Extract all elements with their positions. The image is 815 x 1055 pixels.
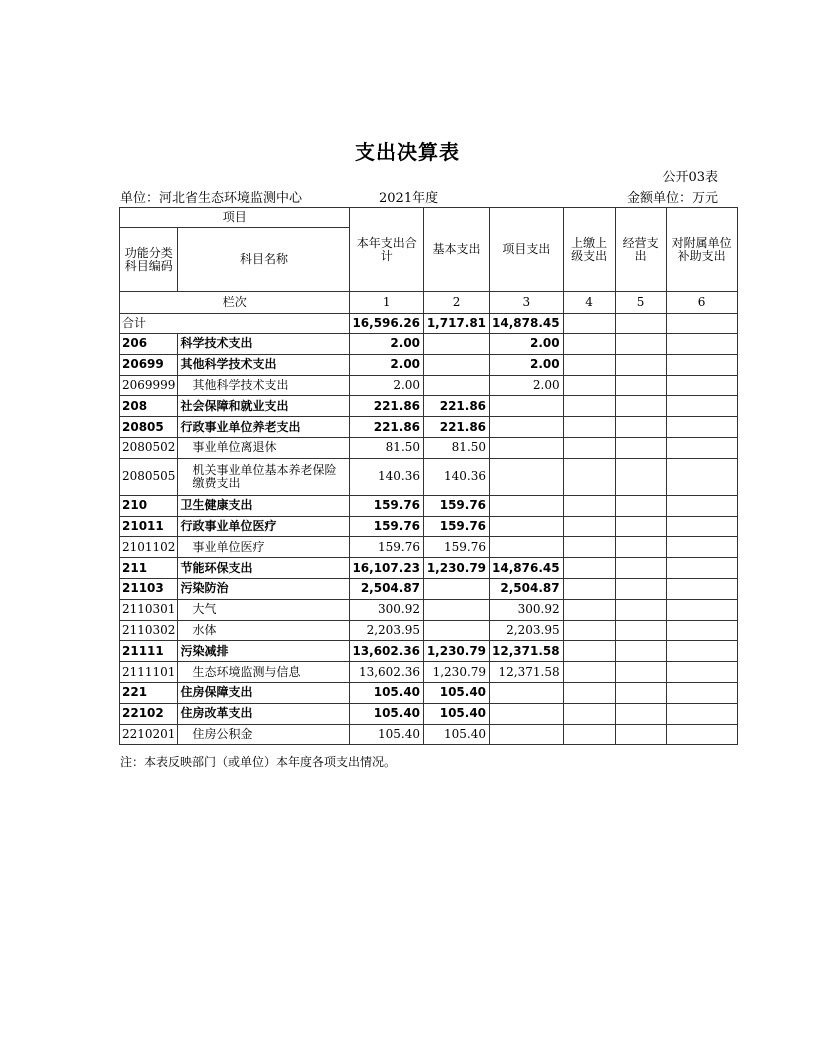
- table-row: [120, 334, 738, 355]
- row-empty-cell: [615, 620, 666, 641]
- row-basic: 221.86: [424, 417, 490, 438]
- row-basic: [424, 599, 490, 620]
- row-name: 节能环保支出: [178, 558, 350, 579]
- table-row: [120, 724, 738, 745]
- row-project: [490, 703, 564, 724]
- row-empty-cell: [615, 599, 666, 620]
- row-empty-cell: [563, 641, 615, 662]
- row-empty-cell: [666, 396, 737, 417]
- year-label: 2021年度: [379, 191, 439, 206]
- row-empty-cell: [563, 682, 615, 703]
- row-project: 2,203.95: [490, 620, 564, 641]
- table-row: [120, 682, 738, 703]
- row-empty-cell: [563, 417, 615, 438]
- row-basic: 105.40: [424, 682, 490, 703]
- row-name: 行政事业单位养老支出: [178, 417, 350, 438]
- row-name: 卫生健康支出: [178, 495, 350, 516]
- row-empty-cell: [615, 417, 666, 438]
- row-total: 105.40: [350, 703, 424, 724]
- row-basic: [424, 354, 490, 375]
- table-row: [120, 375, 738, 396]
- table-row: [120, 703, 738, 724]
- row-empty-cell: [666, 682, 737, 703]
- row-total: 13,602.36: [350, 662, 424, 683]
- row-total: 2.00: [350, 375, 424, 396]
- row-empty-cell: [615, 458, 666, 495]
- row-total: 2.00: [350, 334, 424, 355]
- row-empty-cell: [615, 578, 666, 599]
- row-project: 2,504.87: [490, 578, 564, 599]
- row-project: [490, 495, 564, 516]
- row-project: [490, 417, 564, 438]
- page-title: 支出决算表: [355, 140, 460, 164]
- col-num: 2: [424, 292, 490, 314]
- row-total: 300.92: [350, 599, 424, 620]
- row-name: 水体: [178, 620, 350, 641]
- row-empty-cell: [666, 495, 737, 516]
- row-code: 210: [120, 495, 178, 516]
- row-empty-cell: [615, 724, 666, 745]
- row-name: 科学技术支出: [178, 334, 350, 355]
- row-basic: 159.76: [424, 495, 490, 516]
- row-empty-cell: [563, 724, 615, 745]
- row-code: 20699: [120, 354, 178, 375]
- row-code: 211: [120, 558, 178, 579]
- row-empty-cell: [615, 396, 666, 417]
- row-empty-cell: [666, 662, 737, 683]
- table-row: [120, 641, 738, 662]
- row-basic: 140.36: [424, 458, 490, 495]
- table-row: [120, 537, 738, 558]
- table-row: [120, 558, 738, 579]
- row-empty-cell: [563, 458, 615, 495]
- row-name: 事业单位医疗: [178, 537, 350, 558]
- row-code: 2110301: [120, 599, 178, 620]
- table-row: [120, 354, 738, 375]
- row-basic: 1,230.79: [424, 641, 490, 662]
- row-project: [490, 537, 564, 558]
- expenditure-table: [119, 207, 738, 745]
- table-row: [120, 437, 738, 458]
- row-empty-cell: [666, 537, 737, 558]
- row-empty-cell: [563, 354, 615, 375]
- row-project: 12,371.58: [490, 662, 564, 683]
- row-empty-cell: [563, 620, 615, 641]
- row-basic: 81.50: [424, 437, 490, 458]
- row-basic: 221.86: [424, 396, 490, 417]
- row-code: 221: [120, 682, 178, 703]
- row-name: 社会保障和就业支出: [178, 396, 350, 417]
- row-empty-cell: [563, 537, 615, 558]
- row-project: [490, 396, 564, 417]
- row-basic: 105.40: [424, 703, 490, 724]
- row-project: 2.00: [490, 375, 564, 396]
- table-row: [120, 620, 738, 641]
- header-code: 功能分类科目编码: [120, 228, 178, 292]
- row-project: 2.00: [490, 354, 564, 375]
- row-empty-cell: [666, 437, 737, 458]
- row-empty-cell: [563, 516, 615, 537]
- row-basic: 1,230.79: [424, 662, 490, 683]
- row-empty-cell: [563, 396, 615, 417]
- row-code: 21111: [120, 641, 178, 662]
- row-empty-cell: [615, 537, 666, 558]
- row-empty-cell: [615, 334, 666, 355]
- header-project-exp: 项目支出: [490, 208, 564, 292]
- row-code: 20805: [120, 417, 178, 438]
- row-name: 行政事业单位医疗: [178, 516, 350, 537]
- header-name: 科目名称: [178, 228, 350, 292]
- row-code: 22102: [120, 703, 178, 724]
- row-total: 159.76: [350, 537, 424, 558]
- row-empty-cell: [563, 375, 615, 396]
- row-project: 2.00: [490, 334, 564, 355]
- header-total: 本年支出合计: [350, 208, 424, 292]
- form-code: 公开03表: [662, 170, 718, 185]
- row-code: 2210201: [120, 724, 178, 745]
- row-total: 221.86: [350, 396, 424, 417]
- row-code: 2101102: [120, 537, 178, 558]
- row-empty-cell: [666, 458, 737, 495]
- row-code: 21011: [120, 516, 178, 537]
- row-project: [490, 724, 564, 745]
- row-empty-cell: [615, 703, 666, 724]
- header-business: 经营支出: [615, 208, 666, 292]
- row-name: 生态环境监测与信息: [178, 662, 350, 683]
- row-empty-cell: [666, 641, 737, 662]
- header-upper: 上缴上级支出: [563, 208, 615, 292]
- row-basic: [424, 334, 490, 355]
- row-empty-cell: [666, 703, 737, 724]
- row-empty-cell: [666, 375, 737, 396]
- total-row: [120, 314, 738, 334]
- row-empty-cell: [666, 620, 737, 641]
- table-row: [120, 578, 738, 599]
- row-project: 12,371.58: [490, 641, 564, 662]
- row-empty-cell: [563, 599, 615, 620]
- table-row: [120, 417, 738, 438]
- row-empty-cell: [615, 558, 666, 579]
- row-basic: 105.40: [424, 724, 490, 745]
- col-num: 6: [666, 292, 737, 314]
- row-project: 14,876.45: [490, 558, 564, 579]
- table-row: [120, 599, 738, 620]
- row-empty-cell: [563, 495, 615, 516]
- row-empty-cell: [666, 578, 737, 599]
- money-unit-label: 金额单位：万元: [626, 191, 718, 206]
- row-empty-cell: [615, 375, 666, 396]
- row-project: 300.92: [490, 599, 564, 620]
- total-project: 14,878.45: [490, 314, 564, 334]
- total-basic: 1,717.81: [424, 314, 490, 334]
- row-empty-cell: [563, 558, 615, 579]
- row-basic: 159.76: [424, 516, 490, 537]
- col-num: 3: [490, 292, 564, 314]
- row-total: 13,602.36: [350, 641, 424, 662]
- row-project: [490, 437, 564, 458]
- header-subsidy: 对附属单位补助支出: [666, 208, 737, 292]
- row-total: 16,107.23: [350, 558, 424, 579]
- row-code: 2111101: [120, 662, 178, 683]
- row-basic: [424, 578, 490, 599]
- row-empty-cell: [563, 662, 615, 683]
- row-name: 其他科学技术支出: [178, 375, 350, 396]
- col-num: 5: [615, 292, 666, 314]
- row-total: 81.50: [350, 437, 424, 458]
- table-row: [120, 495, 738, 516]
- row-total: 159.76: [350, 516, 424, 537]
- row-empty-cell: [666, 599, 737, 620]
- row-code: 21103: [120, 578, 178, 599]
- row-empty-cell: [615, 437, 666, 458]
- row-total: 105.40: [350, 724, 424, 745]
- row-basic: [424, 620, 490, 641]
- row-empty-cell: [666, 516, 737, 537]
- total-amount: 16,596.26: [350, 314, 424, 334]
- row-code: 2069999: [120, 375, 178, 396]
- header-project: 项目: [120, 208, 350, 228]
- row-empty-cell: [666, 724, 737, 745]
- row-name: 事业单位离退休: [178, 437, 350, 458]
- row-basic: 159.76: [424, 537, 490, 558]
- row-name: 住房改革支出: [178, 703, 350, 724]
- row-total: 159.76: [350, 495, 424, 516]
- col-num: 4: [563, 292, 615, 314]
- row-empty-cell: [563, 578, 615, 599]
- unit-label: 单位：河北省生态环境监测中心: [120, 191, 303, 206]
- row-code: 208: [120, 396, 178, 417]
- row-empty-cell: [615, 516, 666, 537]
- header-basic: 基本支出: [424, 208, 490, 292]
- row-name: 污染防治: [178, 578, 350, 599]
- row-empty-cell: [666, 417, 737, 438]
- row-empty-cell: [563, 334, 615, 355]
- row-empty-cell: [615, 354, 666, 375]
- table-row: [120, 516, 738, 537]
- table-row: [120, 662, 738, 683]
- row-code: 2110302: [120, 620, 178, 641]
- row-empty-cell: [666, 354, 737, 375]
- row-total: 105.40: [350, 682, 424, 703]
- table-row: [120, 396, 738, 417]
- row-code: 2080505: [120, 458, 178, 495]
- row-total: 2.00: [350, 354, 424, 375]
- row-empty-cell: [615, 641, 666, 662]
- row-empty-cell: [563, 437, 615, 458]
- row-empty-cell: [666, 558, 737, 579]
- row-name: 大气: [178, 599, 350, 620]
- row-total: 2,504.87: [350, 578, 424, 599]
- header-row-index: 栏次: [120, 292, 350, 314]
- row-basic: 1,230.79: [424, 558, 490, 579]
- row-empty-cell: [615, 495, 666, 516]
- row-total: 2,203.95: [350, 620, 424, 641]
- row-empty-cell: [666, 334, 737, 355]
- row-name: 住房公积金: [178, 724, 350, 745]
- row-empty-cell: [615, 662, 666, 683]
- row-basic: [424, 375, 490, 396]
- row-project: [490, 458, 564, 495]
- row-name: 住房保障支出: [178, 682, 350, 703]
- row-total: 140.36: [350, 458, 424, 495]
- row-name: 机关事业单位基本养老保险缴费支出: [178, 458, 350, 495]
- row-empty-cell: [563, 703, 615, 724]
- row-name: 其他科学技术支出: [178, 354, 350, 375]
- row-code: 2080502: [120, 437, 178, 458]
- total-label: 合计: [120, 314, 350, 334]
- row-name: 污染减排: [178, 641, 350, 662]
- row-project: [490, 682, 564, 703]
- row-project: [490, 516, 564, 537]
- table-row: [120, 458, 738, 495]
- row-empty-cell: [615, 682, 666, 703]
- table-note: 注：本表反映部门（或单位）本年度各项支出情况。: [120, 755, 397, 769]
- col-num: 1: [350, 292, 424, 314]
- row-total: 221.86: [350, 417, 424, 438]
- row-code: 206: [120, 334, 178, 355]
